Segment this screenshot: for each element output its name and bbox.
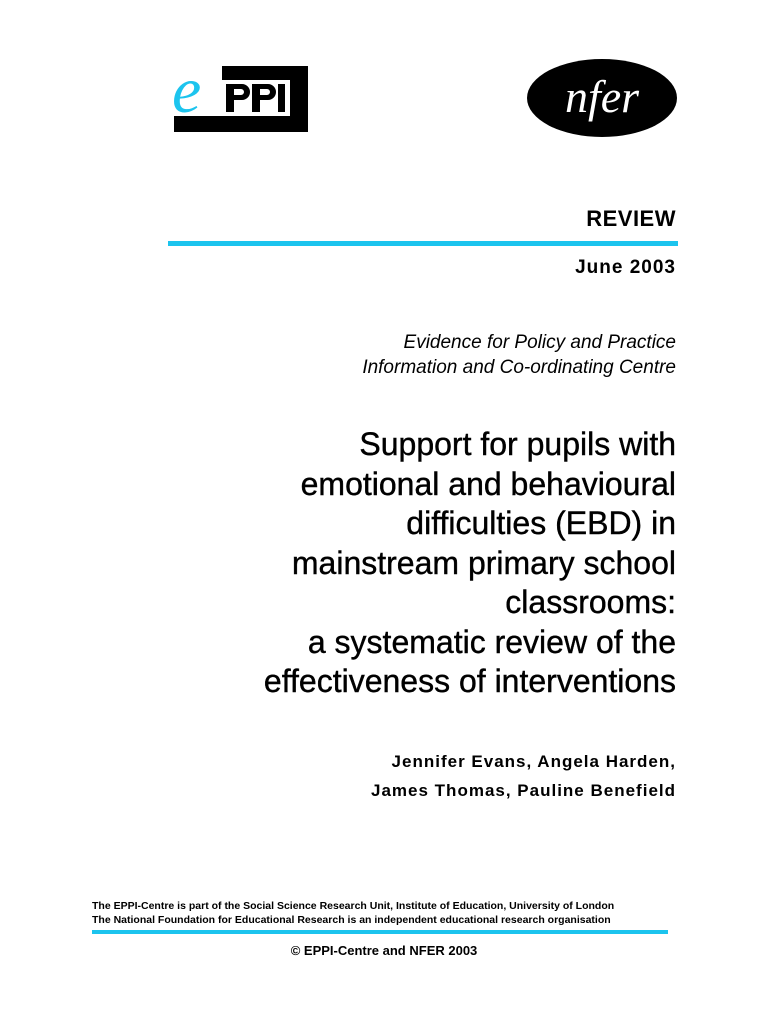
- eppi-logo: [172, 64, 312, 134]
- title-line: effectiveness of interventions: [263, 663, 676, 699]
- document-title: [264, 425, 676, 702]
- centre-name-line: Information and Co-ordinating Centre: [362, 357, 676, 378]
- authors-line: Jennifer Evans, Angela Harden,: [391, 752, 676, 771]
- title-line: difficulties (EBD) in: [406, 505, 676, 541]
- authors-line: James Thomas, Pauline Benefield: [371, 781, 676, 800]
- title-line: emotional and behavioural: [300, 465, 676, 502]
- footer-note: The EPPI-Centre is part of the Social Science Research Unit, Institute of Education, University of London: [92, 900, 615, 912]
- publication-date: June 2003: [575, 257, 676, 278]
- centre-name-line: Evidence for Policy and Practice: [403, 332, 676, 353]
- title-line: classrooms:: [505, 584, 676, 620]
- svg-text:nfer: nfer: [564, 71, 640, 122]
- header-divider: [168, 241, 678, 246]
- nfer-logo: [526, 58, 678, 138]
- authors: [371, 747, 676, 805]
- title-line: Support for pupils with: [359, 426, 676, 462]
- footer-notes: [92, 899, 614, 927]
- copyright-notice: © EPPI-Centre and NFER 2003: [290, 943, 478, 958]
- review-label: REVIEW: [586, 206, 676, 231]
- footer-divider: [92, 930, 668, 934]
- title-line: mainstream primary school: [291, 544, 676, 581]
- centre-name: [362, 330, 676, 380]
- title-line: a systematic review of the: [307, 623, 676, 660]
- nfer-logo-icon: [526, 58, 678, 138]
- footer-note: The National Foundation for Educational Research is an independent educational research organisation: [92, 914, 611, 926]
- eppi-logo-icon: [172, 64, 312, 134]
- svg-text:e: e: [172, 64, 202, 127]
